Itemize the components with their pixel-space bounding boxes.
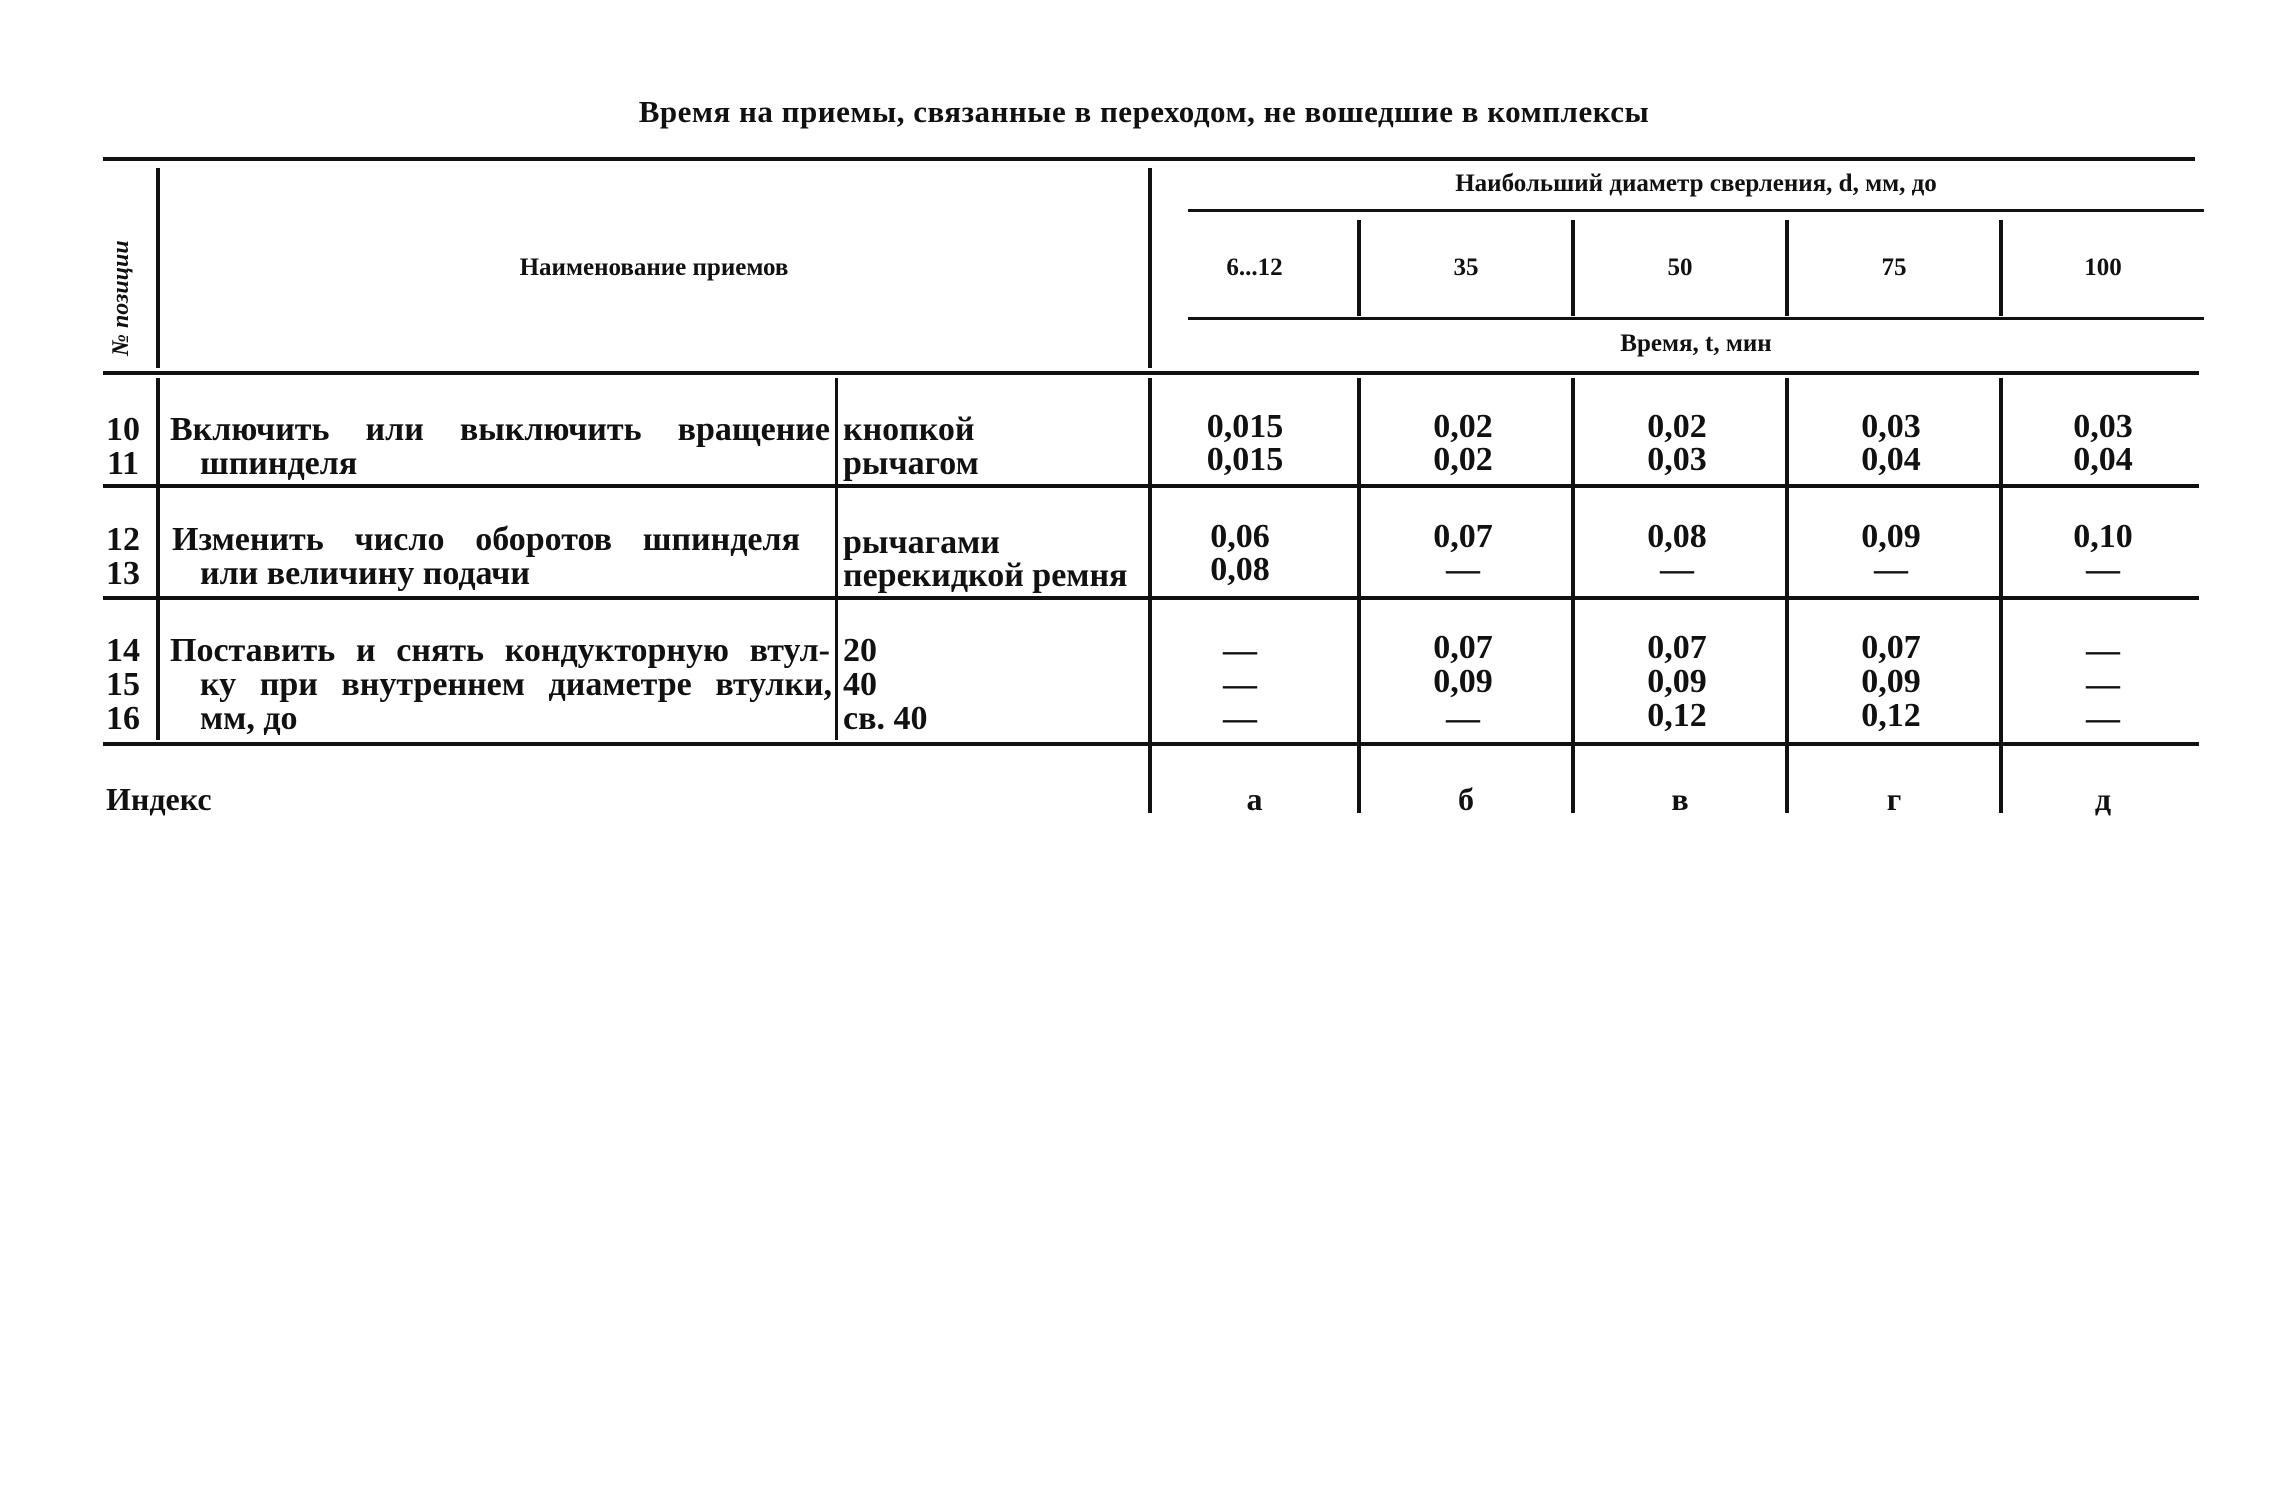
index-value: а [1246,781,1263,817]
row-position: 12 [106,521,140,558]
row-value: 0,02 [1433,441,1493,478]
row-position: 14 [106,632,140,669]
row-value: 0,03 [2073,408,2133,445]
col-header-3: 50 [1667,254,1693,281]
row-value: 0,03 [1647,441,1707,478]
col-header-4: 75 [1881,254,1907,281]
table-title: Время на приемы, связанные в переходом, не вошедшие в комплексы [638,94,1650,129]
row-value: 0,09 [1647,663,1707,700]
index-value: в [1671,781,1689,817]
row-value: — [1660,551,1694,588]
group-name-line: шпинделя [200,445,358,482]
row-value: 0,02 [1433,408,1493,445]
row-value: — [1446,551,1480,588]
row-value: 0,09 [1433,663,1493,700]
row-value: 0,07 [1861,629,1921,666]
row-method: св. 40 [843,700,928,737]
rule-header-bottom [103,371,2199,375]
index-value: д [2094,781,2112,817]
row-value: — [1446,700,1480,737]
row-value: — [1874,551,1908,588]
rule-diam-under [1188,209,2204,212]
col-header-2: 35 [1453,254,1479,281]
col-header-1: 6...12 [1226,254,1283,281]
group-name-line: или величину подачи [200,555,530,592]
row-value: 0,08 [1210,551,1270,588]
row-value: 0,08 [1647,518,1707,555]
row-value: 0,07 [1433,629,1493,666]
rule-top [103,157,2195,161]
position-header: № позиции [108,240,134,356]
row-value: 0,07 [1647,629,1707,666]
time-header: Время, t, мин [1620,330,1772,357]
row-value: 0,02 [1647,408,1707,445]
col-header-5: 100 [2084,254,2122,281]
group-name-line: мм, до [200,700,298,737]
index-label: Индекс [106,781,212,817]
index-value: г [1886,781,1902,817]
name-header: Наименование приемов [519,254,789,281]
row-value: — [2086,551,2120,588]
group-name-line: ку при внутреннем диаметре втулки, [200,666,832,703]
row-method: рычагом [843,445,979,482]
row-value: 0,10 [2073,518,2133,555]
row-value: 0,04 [2073,441,2133,478]
vrule-col3-body [1785,378,1789,813]
row-value: 0,07 [1433,518,1493,555]
row-value: — [1223,666,1257,703]
vrule-col1-body [1357,378,1361,813]
row-value: 0,12 [1647,697,1707,734]
group-name-line: Включить или выключить вращение [170,411,830,448]
row-value: 0,09 [1861,663,1921,700]
index-value: б [1458,781,1474,817]
row-value: 0,03 [1861,408,1921,445]
group-name-line: Изменить число оборотов шпинделя [172,521,800,558]
row-method: кнопкой [843,411,975,448]
row-method: рычагами [843,524,1000,561]
row-value: 0,04 [1861,441,1921,478]
group-name-line: Поставить и снять кондукторную втул- [170,632,830,669]
row-position: 16 [106,700,140,737]
row-position: 15 [106,666,140,703]
row-position: 13 [106,555,140,592]
row-value: 0,015 [1206,441,1284,478]
row-value: — [1223,632,1257,669]
row-position: 10 [106,411,140,448]
row-position: 11 [106,445,140,482]
vrule-col2-body [1571,378,1575,813]
vrule-method-body [835,378,838,740]
rule-cols-under [1188,317,2204,320]
row-value: — [2086,632,2120,669]
row-value: — [1223,700,1257,737]
row-method: перекидкой ремня [843,557,1128,594]
row-value: 0,09 [1861,518,1921,555]
row-method: 20 [843,632,877,669]
row-value: — [2086,700,2120,737]
row-method: 40 [843,666,877,703]
row-value: 0,015 [1206,408,1284,445]
row-value: — [2086,666,2120,703]
vrule-pos-body [156,378,160,740]
diameter-header: Наибольший диаметр сверления, d, мм, до [1455,170,1937,197]
row-value: 0,12 [1861,697,1921,734]
row-value: 0,06 [1210,518,1270,555]
